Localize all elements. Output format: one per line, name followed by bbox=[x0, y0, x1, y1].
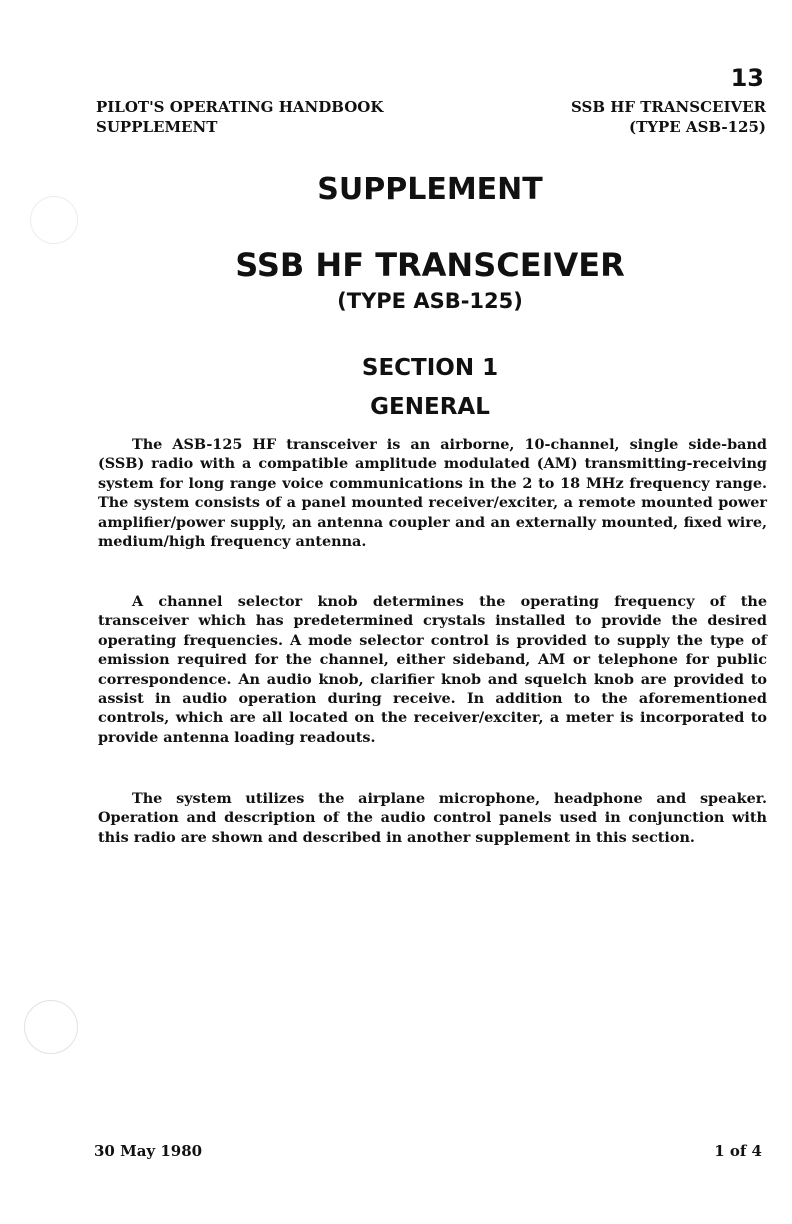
paragraph-text: The ASB-125 HF transceiver is an airborne, 10-channel, single side-band (SSB) radio with a compatible amplitude modulated (AM) transmitting-receiving system for long range voice communications in the 2 to 18 MHz frequency range. The system consists of a panel mounted receiver/exciter, a remote mounted power amplifier/power supply, an antenna coupler and an externally mounted, fixed wire, medium/high frequency antenna. bbox=[98, 436, 767, 551]
header-handbook-title: PILOT'S OPERATING HANDBOOK bbox=[96, 98, 384, 116]
product-type-title: (TYPE ASB-125) bbox=[337, 289, 523, 313]
running-header-right bbox=[571, 97, 766, 137]
header-product-type: (TYPE ASB-125) bbox=[629, 118, 766, 136]
binder-hole-mark bbox=[24, 1000, 78, 1054]
header-product-name: SSB HF TRANSCEIVER bbox=[570, 98, 766, 116]
product-title: SSB HF TRANSCEIVER bbox=[235, 246, 625, 284]
section-heading: SECTION 1 bbox=[361, 355, 499, 381]
body-paragraph bbox=[98, 435, 767, 551]
body-paragraph bbox=[98, 592, 767, 747]
section-number: 13 bbox=[730, 64, 764, 92]
body-paragraph bbox=[98, 789, 767, 847]
paragraph-text: A channel selector knob determines the operating frequency of the transceiver which has predetermined crystals installed to provide the desired operating frequencies. A mode selector control is provided to supply the type of emission required for the channel, either sideband, AM or telephone for public correspondence. An audio knob, clarifier knob and squelch knob are provided to assist in audio operation during receive. In addition to the aforementioned controls, which are all located on the receiver/exciter, a meter is incorporated to provide antenna loading readouts. bbox=[98, 593, 767, 746]
footer-page-number: 1 of 4 bbox=[714, 1142, 762, 1160]
running-header-left bbox=[96, 97, 383, 137]
section-name-heading: GENERAL bbox=[370, 394, 490, 420]
paragraph-text: The system utilizes the airplane microphone, headphone and speaker. Operation and description of the audio control panels used in conjunction with this radio are shown and described in another supplement in this section. bbox=[98, 790, 767, 846]
supplement-title: SUPPLEMENT bbox=[317, 172, 543, 207]
header-supplement-label: SUPPLEMENT bbox=[96, 118, 218, 136]
footer-date: 30 May 1980 bbox=[94, 1142, 203, 1160]
